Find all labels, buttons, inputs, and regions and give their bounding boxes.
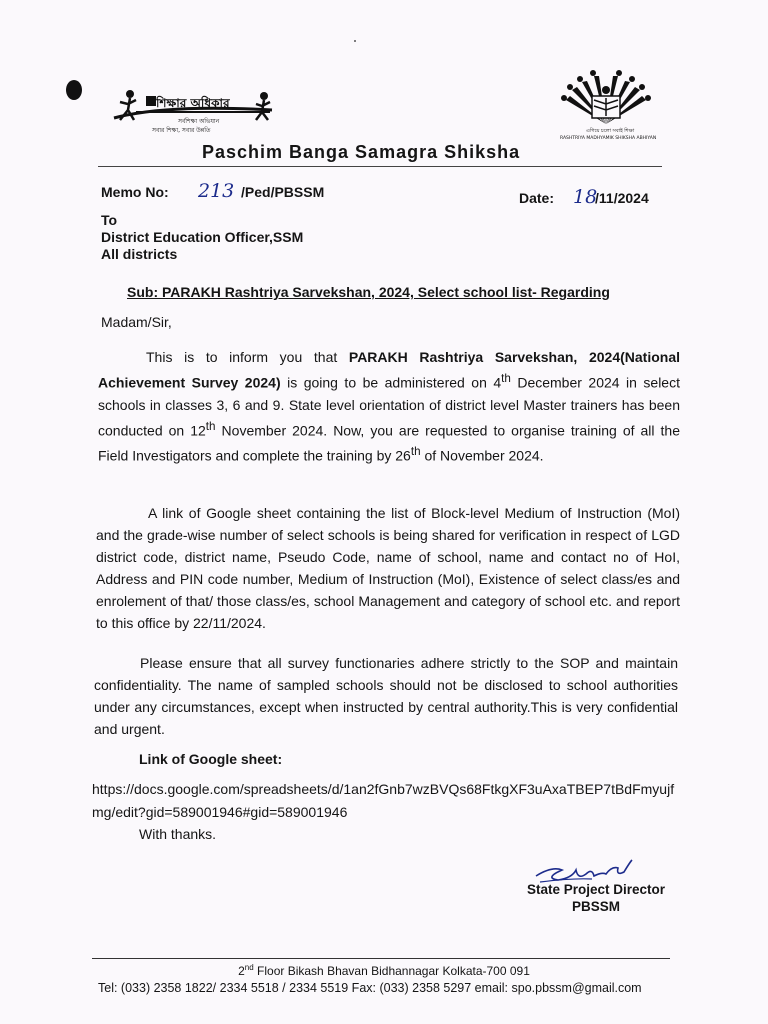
- recipient-line1: District Education Officer,SSM: [101, 229, 304, 245]
- p1-sup-1: th: [501, 372, 511, 385]
- paragraph-1: [98, 346, 680, 467]
- p1-text-i: of November 2024.: [420, 447, 544, 464]
- footer-contact: Tel: (033) 2358 1822/ 2334 5518 / 2334 5519 Fax: (033) 2358 5297 email: spo.pbssm@gmail.com: [98, 981, 642, 995]
- signatory-block: [516, 881, 676, 915]
- salutation: Madam/Sir,: [101, 314, 172, 330]
- p1-text-g: November 2024. Now, you are requested to organise training of all the Field Investigators and complete the training by 26: [98, 422, 681, 464]
- logo-right-line1: এগিয়ে চলো সবাই শিক্ষা: [586, 128, 635, 134]
- memo-suffix: /Ped/PBSSM: [241, 184, 325, 200]
- memo-line: [101, 180, 324, 202]
- date-rest: /11/2024: [595, 190, 649, 206]
- footer-floor-sup: nd: [244, 963, 254, 972]
- p1-sup-3: th: [410, 445, 421, 459]
- paper-speck: [354, 40, 356, 42]
- sarva-shiksha-logo: [106, 86, 278, 142]
- google-sheet-link[interactable]: https://docs.google.com/spreadsheets/d/1an2fGnb7wzBVQs68FtkgXF3uAxaTBEP7tBdFmyujfmg/edit?gid=589001946#gid=589001946: [92, 781, 675, 820]
- signatory-org: PBSSM: [571, 899, 620, 914]
- logo-left-line1: সর্বশিক্ষা অভিযান: [178, 118, 220, 125]
- signatory-title: State Project Director: [526, 882, 666, 897]
- link-label: Link of Google sheet:: [139, 751, 283, 767]
- to-label: To: [101, 212, 118, 228]
- memo-label: Memo No:: [101, 184, 169, 200]
- footer-address-text: Floor Bikash Bhavan Bidhannagar Kolkata-700 091: [253, 964, 530, 978]
- p1-survey-name: PARAKH Rashtriya Sarvekshan, 2024(National Achievement Survey 2024): [98, 349, 680, 391]
- p1-text-a: This is to inform you that: [146, 349, 349, 365]
- footer-floor-num: 2: [238, 964, 245, 978]
- footer-divider: [92, 958, 670, 959]
- organization-title: Paschim Banga Samagra Shiksha: [202, 142, 521, 162]
- punch-hole: [66, 80, 82, 100]
- p1-text-c: is going to be administered on 4: [280, 374, 502, 391]
- date-label: Date:: [519, 190, 555, 206]
- rmsa-logo: [556, 70, 656, 146]
- memo-number: 213: [198, 180, 235, 202]
- logo-right-line2: RASHTRIYA MADHYAMIK SHIKSHA ABHIYAN: [560, 136, 657, 141]
- footer-address: [0, 963, 768, 978]
- logo-left-line2: সবার শিক্ষা, সবার উন্নতি: [152, 127, 211, 134]
- recipient-line2: All districts: [101, 246, 178, 262]
- date-line: [519, 186, 649, 208]
- subject-line: Sub: PARAKH Rashtriya Sarvekshan, 2024, Select school list- Regarding: [127, 284, 610, 300]
- rmsa-emblem-icon: [556, 70, 656, 130]
- paragraph-2: A link of Google sheet containing the list of Block-level Medium of Instruction (MoI) and the grade-wise number of select schools is being shared for verification in respect of LGD district code, district name, Pseudo Code, name of school, name and contact no of HoI, Address and PIN code number, Medium of Instruction (MoI), Existence of select class/es and enrolement of that/ those class/es, school Management and category of school etc. and report to this office by 22/11/2024.: [96, 505, 680, 631]
- closing: With thanks.: [139, 826, 217, 842]
- logo-left-title: শিক্ষার অধিকার: [156, 96, 230, 110]
- header-divider: [98, 166, 662, 167]
- p1-sup-2: th: [205, 419, 216, 433]
- p1-text-e: December 2024 in select schools in classes 3, 6 and 9. State level orientation of district level Master trainers has been conducted on 12: [98, 374, 680, 439]
- recipient-block: [101, 212, 303, 263]
- date-day: 18: [573, 186, 598, 208]
- paragraph-3: Please ensure that all survey functionaries adhere strictly to the SOP and maintain confidentiality. The name of sampled schools should not be disclosed to school authorities under any circumstances, except when instructed by central authority.This is very confidential and urgent.: [94, 655, 678, 737]
